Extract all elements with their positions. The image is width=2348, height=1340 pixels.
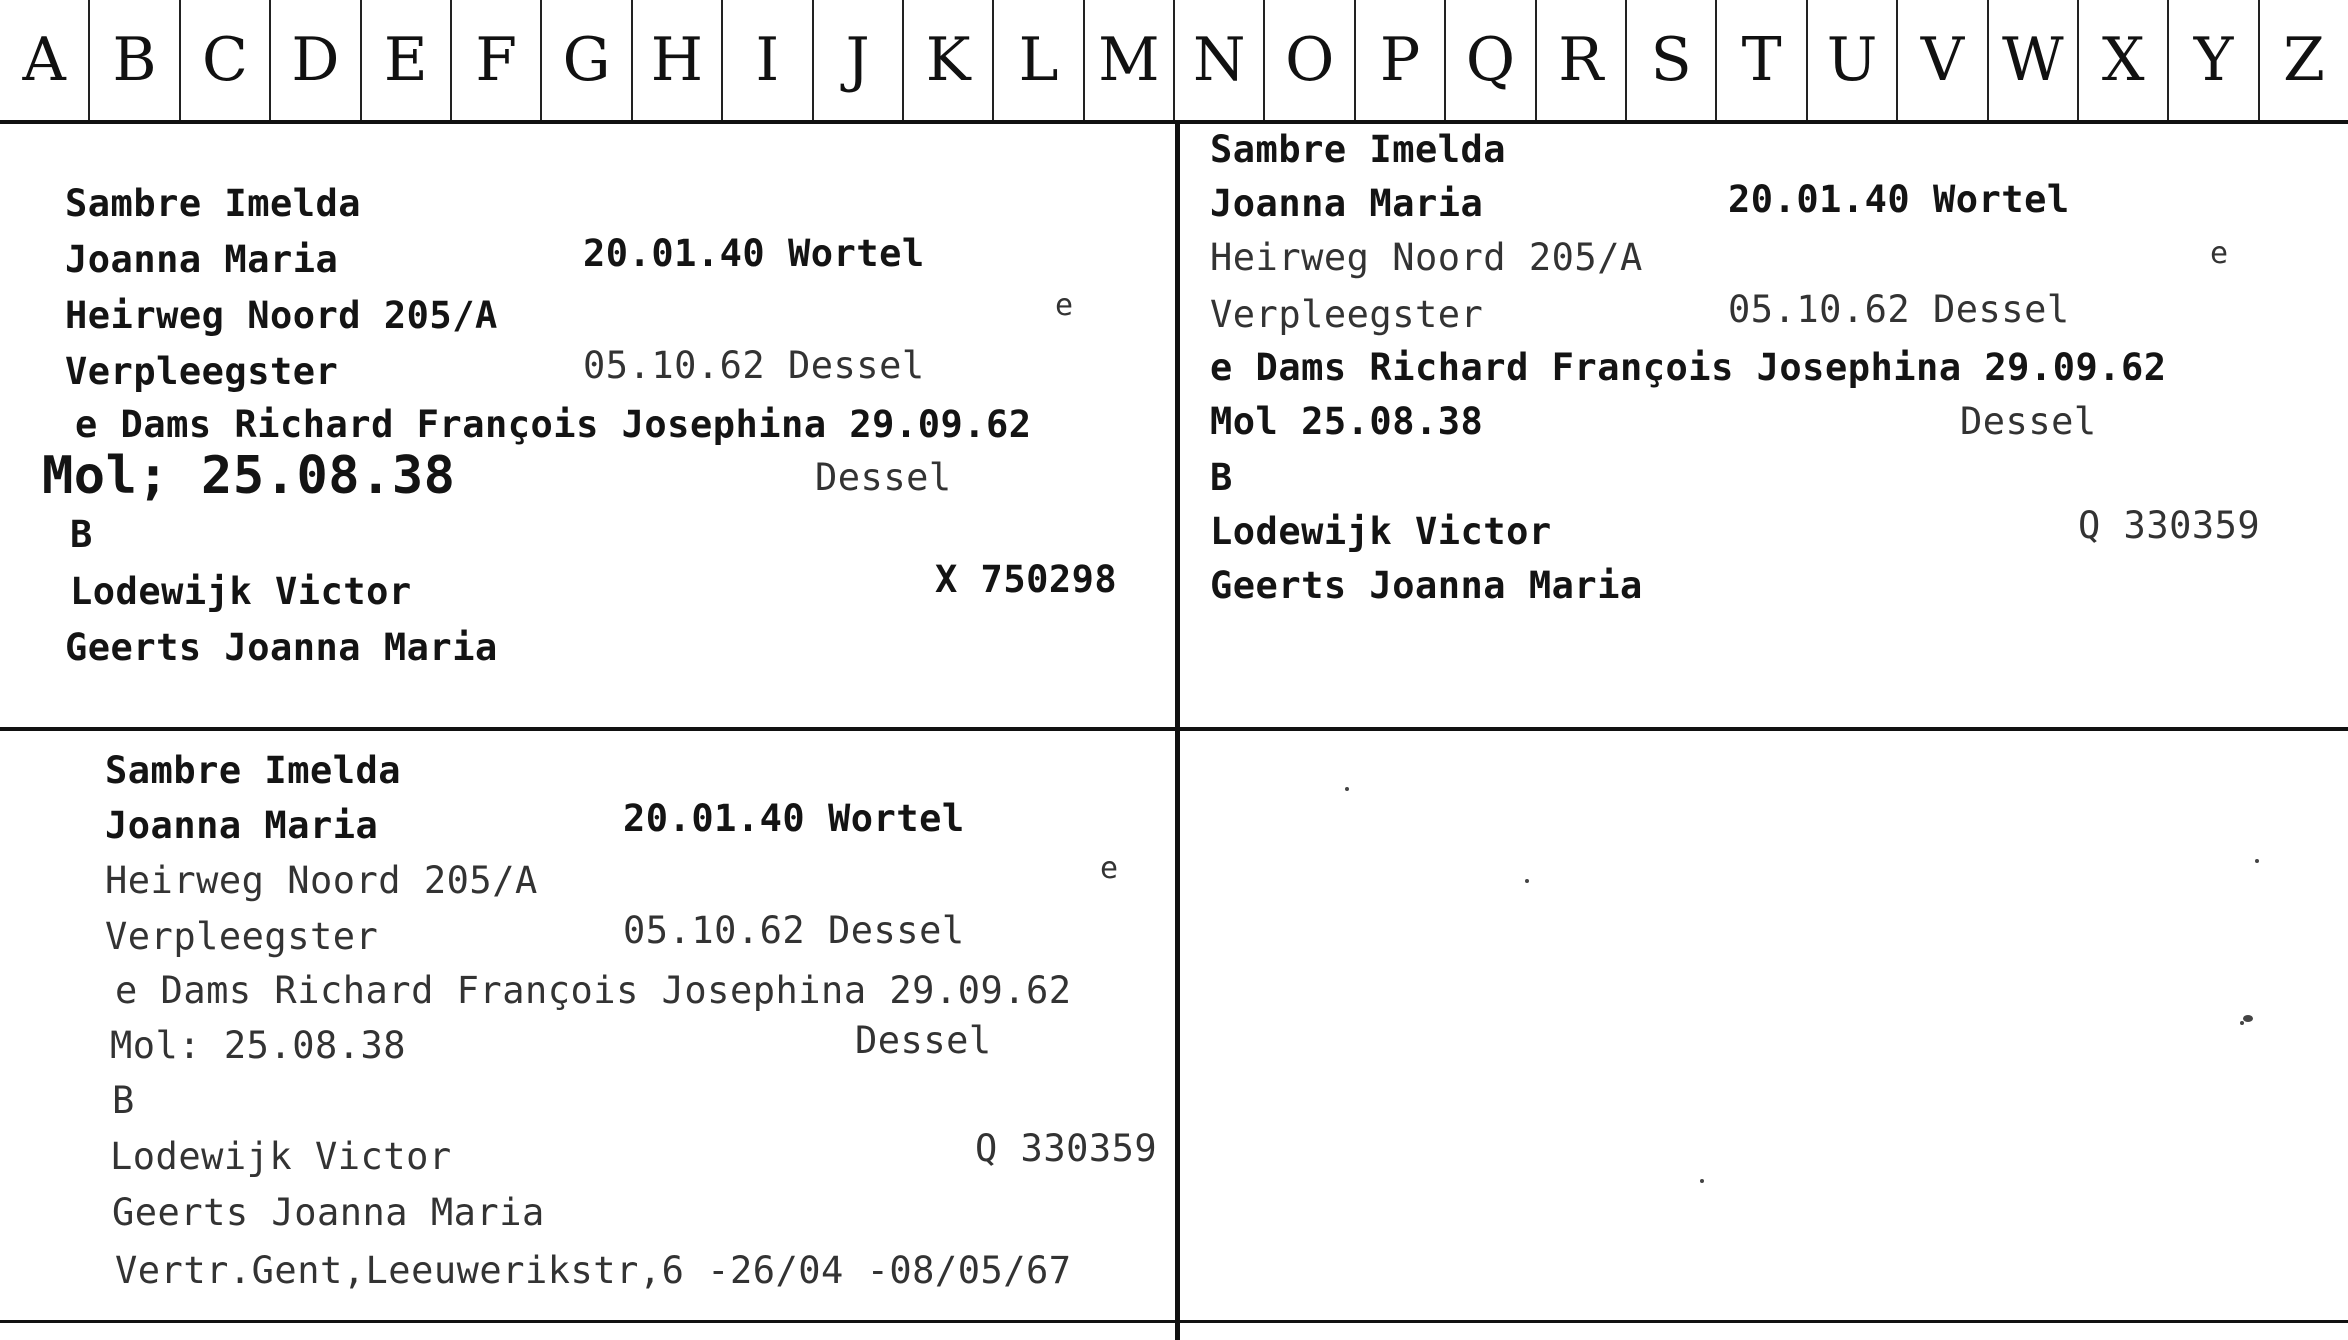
card-mother: Geerts Joanna Maria <box>112 1191 545 1234</box>
scan-speck <box>1700 1179 1704 1183</box>
letter-u: U <box>1808 0 1898 120</box>
card-mark: e <box>2210 236 2229 271</box>
scan-speck <box>2243 1015 2253 1022</box>
card-spouse-birth: Mol 25.08.38 <box>1210 400 1484 443</box>
letter-s: S <box>1627 0 1717 120</box>
letter-y: Y <box>2169 0 2259 120</box>
letter-h: H <box>633 0 723 120</box>
card-mother: Geerts Joanna Maria <box>65 626 498 669</box>
card-spouse: e Dams Richard François Josephina 29.09.62 <box>75 403 1032 446</box>
divider-horizontal-bottom <box>0 1320 2348 1323</box>
card-bottom-left <box>0 731 1175 1320</box>
card-marriage: 05.10.62 Dessel <box>1728 288 2070 331</box>
card-father: Lodewijk Victor <box>70 570 412 613</box>
card-name: Sambre Imelda <box>65 182 362 225</box>
letter-m: M <box>1085 0 1175 120</box>
card-given-names: Joanna Maria <box>1210 182 1484 225</box>
card-id-number: Q 330359 <box>2078 504 2261 547</box>
card-father: Lodewijk Victor <box>110 1135 452 1178</box>
card-spouse-place: Dessel <box>815 456 952 499</box>
card-profession: Verpleegster <box>65 350 339 393</box>
card-given-names: Joanna Maria <box>105 804 379 847</box>
letter-a: A <box>0 0 90 120</box>
card-mark: e <box>1100 851 1119 886</box>
card-marriage: 05.10.62 Dessel <box>583 344 925 387</box>
card-bottom-right-empty <box>1180 731 2348 1320</box>
letter-j: J <box>814 0 904 120</box>
card-spouse: e Dams Richard François Josephina 29.09.62 <box>1210 346 2167 389</box>
card-spouse-place: Dessel <box>855 1019 992 1062</box>
letter-x: X <box>2079 0 2169 120</box>
letter-r: R <box>1537 0 1627 120</box>
letter-i: I <box>723 0 813 120</box>
card-profession: Verpleegster <box>105 915 379 958</box>
alphabet-index-bar <box>0 0 2348 124</box>
card-code: B <box>112 1079 135 1122</box>
scan-speck <box>1525 879 1529 883</box>
letter-p: P <box>1356 0 1446 120</box>
letter-g: G <box>542 0 632 120</box>
scan-speck <box>2255 859 2259 863</box>
card-code: B <box>70 513 93 556</box>
card-name: Sambre Imelda <box>1210 128 1507 171</box>
card-marriage: 05.10.62 Dessel <box>623 909 965 952</box>
card-address: Heirweg Noord 205/A <box>1210 236 1643 279</box>
letter-n: N <box>1175 0 1265 120</box>
letter-t: T <box>1717 0 1807 120</box>
card-birth: 20.01.40 Wortel <box>623 797 965 840</box>
letter-c: C <box>181 0 271 120</box>
letter-v: V <box>1898 0 1988 120</box>
letter-f: F <box>452 0 542 120</box>
card-transfer-note: Vertr.Gent,Leeuwerikstr,6 -26/04 -08/05/67 <box>115 1249 1072 1292</box>
letter-e: E <box>362 0 452 120</box>
letter-q: Q <box>1446 0 1536 120</box>
card-top-left <box>0 128 1175 726</box>
letter-l: L <box>994 0 1084 120</box>
card-given-names: Joanna Maria <box>65 238 339 281</box>
card-address: Heirweg Noord 205/A <box>65 294 498 337</box>
card-spouse-place: Dessel <box>1960 400 2097 443</box>
letter-z: Z <box>2283 25 2325 95</box>
card-spouse-birth: Mol: 25.08.38 <box>110 1024 407 1067</box>
card-spouse-birth: Mol; 25.08.38 <box>42 446 456 506</box>
card-code: B <box>1210 456 1233 499</box>
scan-speck <box>2240 1021 2244 1025</box>
letter-w: W <box>1989 0 2079 120</box>
card-father: Lodewijk Victor <box>1210 510 1552 553</box>
card-mother: Geerts Joanna Maria <box>1210 564 1643 607</box>
card-profession: Verpleegster <box>1210 293 1484 336</box>
card-birth: 20.01.40 Wortel <box>1728 178 2070 221</box>
card-id-number: Q 330359 <box>975 1127 1158 1170</box>
card-birth: 20.01.40 Wortel <box>583 232 925 275</box>
letter-d: D <box>271 0 361 120</box>
card-name: Sambre Imelda <box>105 749 402 792</box>
letter-k: K <box>904 0 994 120</box>
card-address: Heirweg Noord 205/A <box>105 859 538 902</box>
card-spouse: e Dams Richard François Josephina 29.09.62 <box>115 969 1072 1012</box>
letter-o: O <box>1265 0 1355 120</box>
card-mark: e <box>1055 288 1074 323</box>
letter-b: B <box>90 0 180 120</box>
card-top-right <box>1180 128 2348 726</box>
scan-speck <box>1345 787 1349 791</box>
card-id-number: X 750298 <box>935 558 1118 601</box>
